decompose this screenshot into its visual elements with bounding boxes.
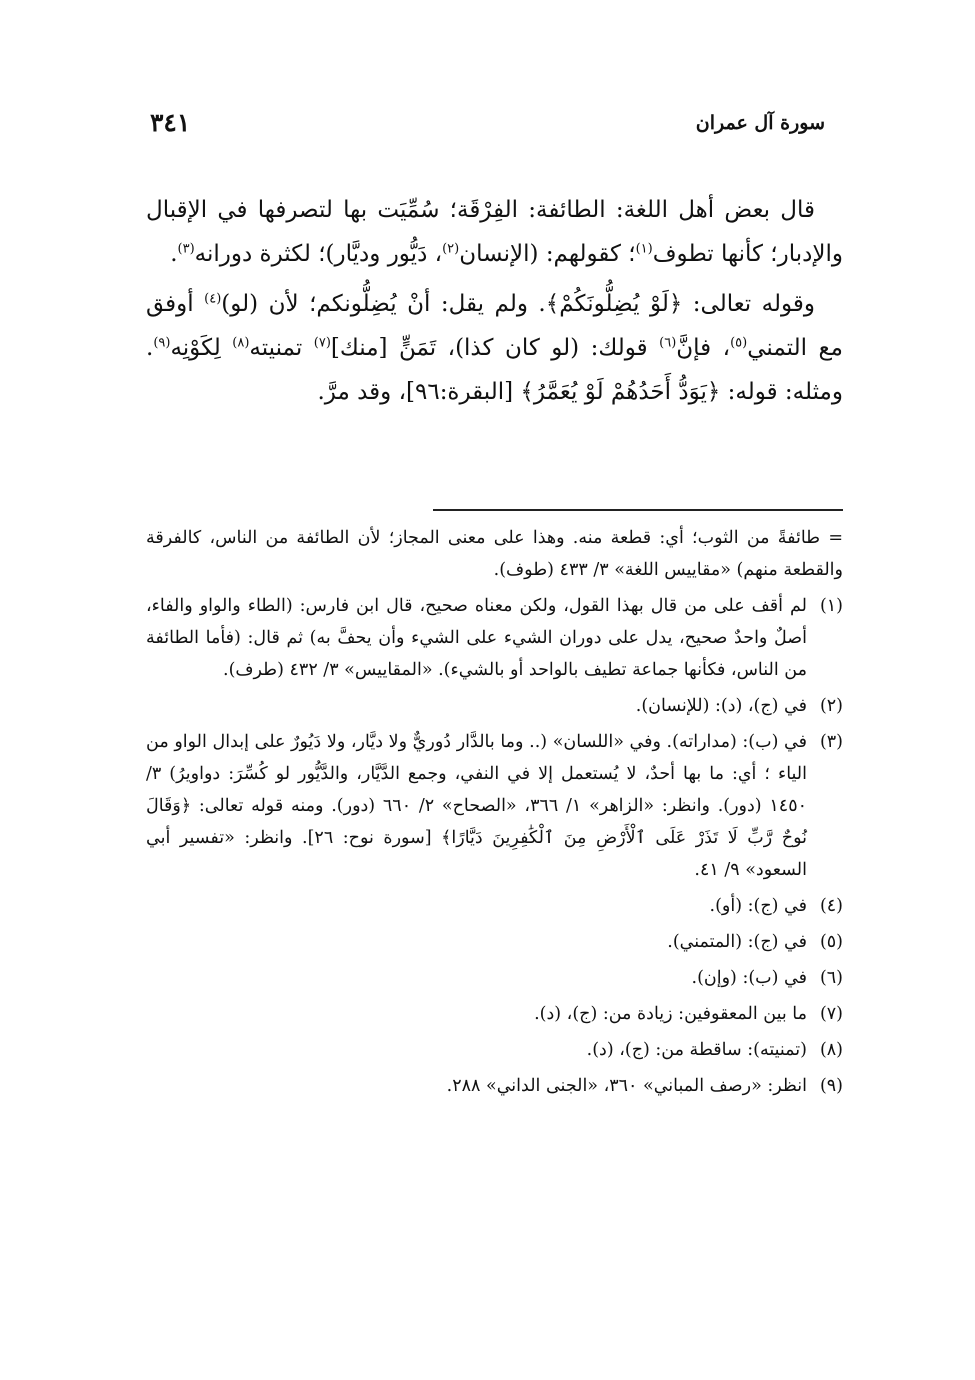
footnote-number: (٢) [819, 696, 843, 716]
paragraph-2-text-c: ، فإنَّ [676, 335, 731, 361]
footnote-text: ما بين المعقوفين: زيادة من: (ج)، (د). [534, 1004, 807, 1024]
paragraph-1-text-d: . [170, 241, 178, 267]
footnote-ref-4: (٤) [204, 291, 222, 307]
footnote-ref-1: (١) [635, 241, 653, 257]
paragraph-2-text-b: أوفق مع التمني [146, 291, 844, 361]
footnote-3 [146, 726, 843, 886]
footnote-ref-2: (٢) [442, 241, 460, 257]
footnote-number: (٦) [819, 968, 843, 988]
footnote-ref-8: (٨) [232, 335, 250, 351]
main-text [146, 188, 843, 420]
footnote-2 [146, 690, 843, 722]
paragraph-2-text-d: قولك: (لو كان كذا)، تَمَنٍّ [منك] [330, 335, 660, 361]
footnote-text: انظر: «رصف المباني» ٣٦٠، «الجنى الداني» ٢٨٨. [446, 1076, 807, 1096]
page-header [150, 108, 825, 148]
surah-title: سورة آل عمران [695, 112, 825, 134]
footnote-6 [146, 962, 843, 994]
footnote-continuation: = طائفةً من الثوب؛ أي: قطعة منه. وهذا على معنى المجاز؛ لأن الطائفة من الناس، كالفرقة والقطعة منهم) «مقاييس اللغة» ٣/ ٤٣٣ (طوف). [146, 528, 843, 580]
paragraph-1 [146, 188, 843, 276]
paragraph-1-text-c: ، دَيُّور وديَّار)؛ لكثرة دورانه [194, 241, 443, 267]
footnote-number: (٥) [819, 932, 843, 952]
footnote-text: في (ب): (وإن). [691, 968, 807, 988]
paragraph-2 [146, 282, 843, 414]
paragraph-2-text-a: وقوله تعالى: ﴿لَوْ يُضِلُّونَكُمْ﴾. ولم يقل: أنْ يُضِلُّونكم؛ لأن (لو) [221, 291, 816, 317]
footnote-7 [146, 998, 843, 1030]
footnote-ref-6: (٦) [659, 335, 677, 351]
footnote-number: (٧) [819, 1004, 843, 1024]
footnote-ref-9: (٩) [153, 335, 171, 351]
footnote-text: في (ج): (المتمني). [667, 932, 807, 952]
footnote-ref-3: (٣) [177, 241, 195, 257]
paragraph-2-text-g: . ومثله: قوله: ﴿يَوَدُّ أَحَدُهُمْ لَوْ يُعَمَّرُ﴾ [البقرة:٩٦]، وقد مرَّ. [146, 335, 843, 405]
footnote-text: في (ج): (أو). [709, 896, 807, 916]
paragraph-1-text-b: ؛ كقولهم: (الإنسان [459, 241, 636, 267]
footnote-text: في (ج)، (د): (للإنسان). [635, 696, 807, 716]
footnotes [146, 522, 843, 1106]
footnote-text: (تمنيته): ساقطة من: (ج)، (د). [586, 1040, 807, 1060]
footnote-text: لم أقف على من قال بهذا القول، ولكن معناه صحيح، قال ابن فارس: (الطاء والواو والفاء، أصلٌ واحدٌ صحيح، يدل على دوران الشيء على الشيء وأن يحفَّ به) ثم قال: (فأما الطائفة من الناس، فكأنها جماعة تطيف بالواحد أو بالشيء). «المقاييس» ٣/ ٤٣٢ (طرف). [146, 596, 807, 680]
footnote-separator [433, 509, 843, 511]
paragraph-2-text-e: تمنيته [249, 335, 314, 361]
footnote-number: (٨) [819, 1040, 843, 1060]
footnote-ref-7: (٧) [313, 335, 331, 351]
footnote-5 [146, 926, 843, 958]
paragraph-2-text-f: لِكَوْنِه [170, 335, 233, 361]
footnote-1 [146, 590, 843, 686]
footnote-9 [146, 1070, 843, 1102]
footnote-number: (٤) [819, 896, 843, 916]
footnote-4 [146, 890, 843, 922]
footnote-number: (٩) [819, 1076, 843, 1096]
page-number: ٣٤١ [150, 108, 191, 137]
footnote-number: (١) [819, 596, 843, 616]
footnote-ref-5: (٥) [730, 335, 748, 351]
footnote-number: (٣) [819, 732, 843, 752]
paragraph-1-text-a: قال بعض أهل اللغة: الطائفة: الفِرْقَة؛ سُمِّيَت بها لتصرفها في الإقبال والإدبار؛ كأنها تطوف [146, 197, 843, 267]
footnote-text: في (ب): (مداراته). وفي «اللسان» (.. وما بالدَّار دُوريٌّ ولا ديَّار، ولا دَيُورٌ على إبدال الواو من الياء ؛ أي: ما بها أحدٌ، لا يُستعمل إلا في النفي، وجمع الدَّيَّار، والدَّيُّور لو كُسِّرَ: دواويرُ) ٣/ ١٤٥٠ (دور). وانظر: «الزاهر» ١/ ٣٦٦، «الصحاح» ٢/ ٦٦٠ (دور). ومنه قوله تعالى: ﴿وَقَالَ نُوحٌ رَّبِّ لَا تَذَرْ عَلَى ٱلْأَرْضِ مِنَ ٱلْكَٰفِرِينَ دَيَّارًا﴾ [سورة نوح: ٢٦]. وانظر: «تفسير أبي السعود» ٩/ ٤١. [146, 732, 807, 880]
footnote-8 [146, 1034, 843, 1066]
